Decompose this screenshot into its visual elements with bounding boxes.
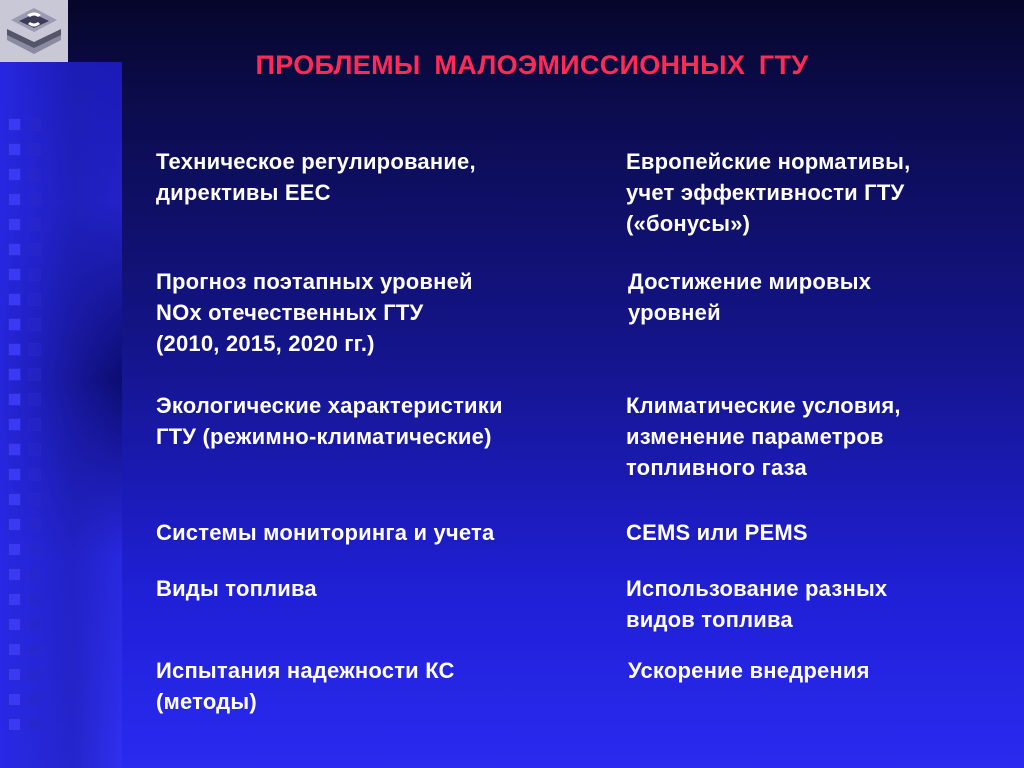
row-4-left: Системы мониторинга и учета bbox=[156, 520, 495, 545]
row-3-right: Климатические условия, изменение параметров топливного газа bbox=[626, 393, 901, 480]
row-1-left: Техническое регулирование, директивы ЕЕС bbox=[156, 149, 476, 205]
row-6-left: Испытания надежности КС (методы) bbox=[156, 658, 455, 714]
row-6-right: Ускорение внедрения bbox=[628, 658, 870, 683]
page-title: ПРОБЛЕМЫ МАЛОЭМИССИОННЫХ ГТУ bbox=[255, 50, 809, 80]
row-2-left: Прогноз поэтапных уровней NOx отечественных ГТУ (2010, 2015, 2020 гг.) bbox=[156, 269, 473, 356]
row-2-right: Достижение мировых уровней bbox=[628, 269, 872, 325]
decorative-squares bbox=[8, 118, 24, 743]
row-3-left: Экологические характеристики ГТУ (режимно-климатические) bbox=[156, 393, 503, 449]
row-5-left: Виды топлива bbox=[156, 576, 317, 601]
row-4-right: CEMS или PEMS bbox=[626, 520, 808, 545]
decorative-squares-faded bbox=[28, 118, 44, 743]
row-5-right: Использование разных видов топлива bbox=[626, 576, 888, 632]
row-1-right: Европейские нормативы, учет эффективности ГТУ («бонусы») bbox=[626, 149, 911, 236]
